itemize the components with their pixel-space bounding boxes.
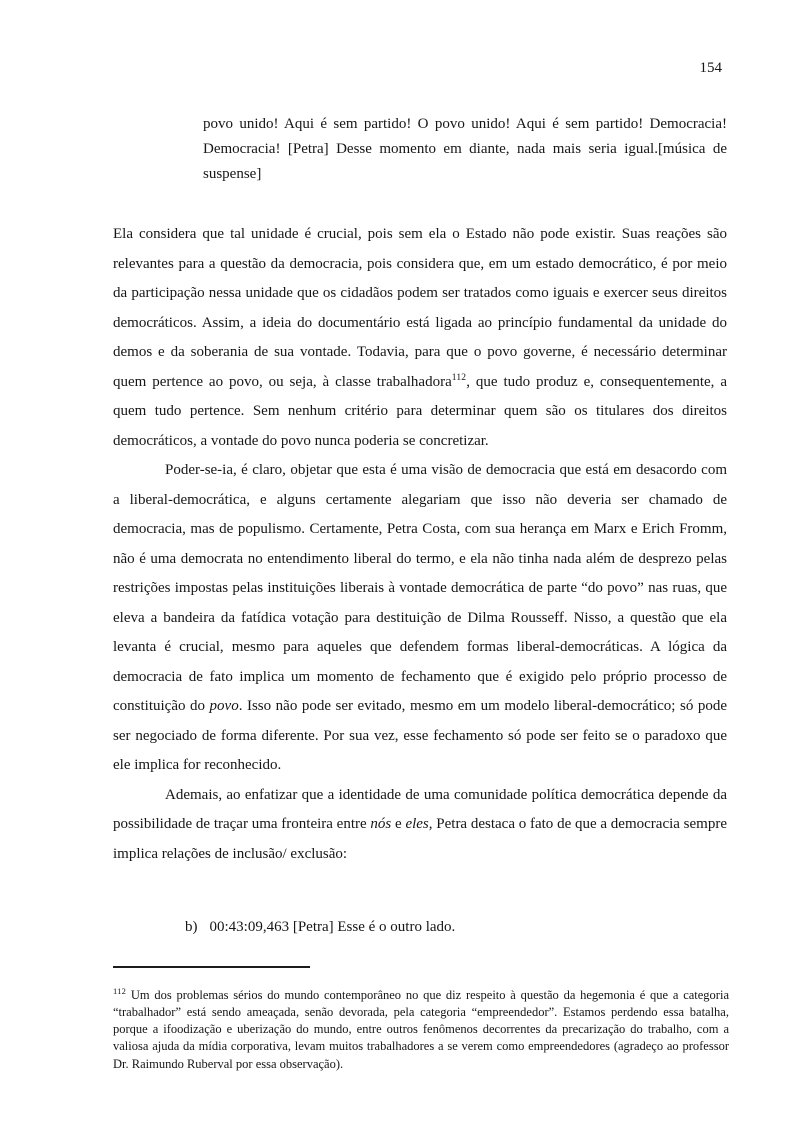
block-quote-text: povo unido! Aqui é sem partido! O povo unido! Aqui é sem partido! Democracia! Democracia! [Petra] Desse momento em diante, nada mais seria igual.[música de suspense] [203, 116, 727, 182]
italic-term-povo: povo [209, 698, 239, 714]
italic-term-eles: eles [405, 816, 429, 832]
body-text [113, 220, 727, 869]
paragraph-2 [113, 456, 727, 781]
footnote-separator [113, 966, 310, 968]
paragraph-1-text-continued: , que tudo produz e, consequentemente, a quem tudo pertence. Sem nenhum critério para determinar quem são os titulares dos direitos democráticos, a vontade do povo nunca poderia se concretizar. [113, 373, 727, 449]
transcript-quote-text: 00:43:09,463 [Petra] Esse é o outro lado. [209, 919, 456, 935]
paragraph-3-text: Ademais, ao enfatizar que a identidade de uma comunidade política democrática depende da possibilidade de traçar uma fronteira entre [113, 786, 727, 832]
italic-term-nos: nós [370, 816, 392, 832]
paragraph-1 [113, 220, 727, 456]
footnote-text: Um dos problemas sérios do mundo contemporâneo no que diz respeito à questão da hegemonia é que a categoria “trabalhador” está sendo ameaçada, senão devorada, pela categoria “empreendedor”. Estamos perdendo essa batalha, porque a ifoodização e uberização do mundo, entre outros fenômenos decorrentes da precarização do trabalho, com a valiosa ajuda da mídia corporativa, levam muitos trabalhadores a se verem como empreendedores (agradeço ao professor Dr. Raimundo Ruberval por essa observação). [113, 987, 729, 1071]
footnote-number: 112 [113, 985, 127, 996]
paragraph-2-text-continued: . Isso não pode ser evitado, mesmo em um modelo liberal-democrático; só pode ser negociado de forma diferente. Por sua vez, esse fechamento só pode ser feito se o paradoxo que ele implica for reconhecido. [113, 698, 727, 773]
transcript-quote-item [185, 913, 727, 941]
list-marker-b: b) [185, 919, 198, 935]
footnote [113, 987, 729, 1073]
paragraph-3-text-mid: e [391, 816, 406, 832]
page-number: 154 [699, 60, 722, 76]
block-quote [203, 112, 727, 187]
paragraph-3-text-end: , Petra destaca o fato de que a democracia sempre implica relações de inclusão/ exclusão: [113, 816, 727, 862]
paragraph-1-text: Ela considera que tal unidade é crucial, pois sem ela o Estado não pode existir. Suas reações são relevantes para a questão da democracia, pois considera que, em um estado democrático, é por meio da participação nessa unidade que os cidadãos podem ser tratados como iguais e exercer seus direitos democráticos. Assim, a ideia do documentário está ligada ao princípio fundamental da unidade do demos e da soberania de sua vontade. Todavia, para que o povo governe, é necessário determinar quem pertence ao povo, ou seja, à classe trabalhadora [113, 226, 727, 390]
paragraph-2-text: Poder-se-ia, é claro, objetar que esta é uma visão de democracia que está em desacordo com a liberal-democrática, e alguns certamente alegariam que isso não deveria ser chamado de democracia, mas de populismo. Certamente, Petra Costa, com sua herança em Marx e Erich Fromm, não é uma democrata no entendimento liberal do termo, e ela não tinha nada além de desprezo pelas restrições impostas pelas instituições liberais à vontade democrática de parte “do povo” nas ruas, que eleva a bandeira da fatídica votação para destituição de Dilma Rousseff. Nisso, a questão que ela levanta é crucial, mesmo para aqueles que defendem formas liberal-democráticas. A lógica da democracia de fato implica um momento de fechamento que é exigido pelo próprio processo de constituição do [113, 462, 727, 714]
footnote-reference: 112 [451, 372, 467, 383]
paragraph-3 [113, 781, 727, 870]
